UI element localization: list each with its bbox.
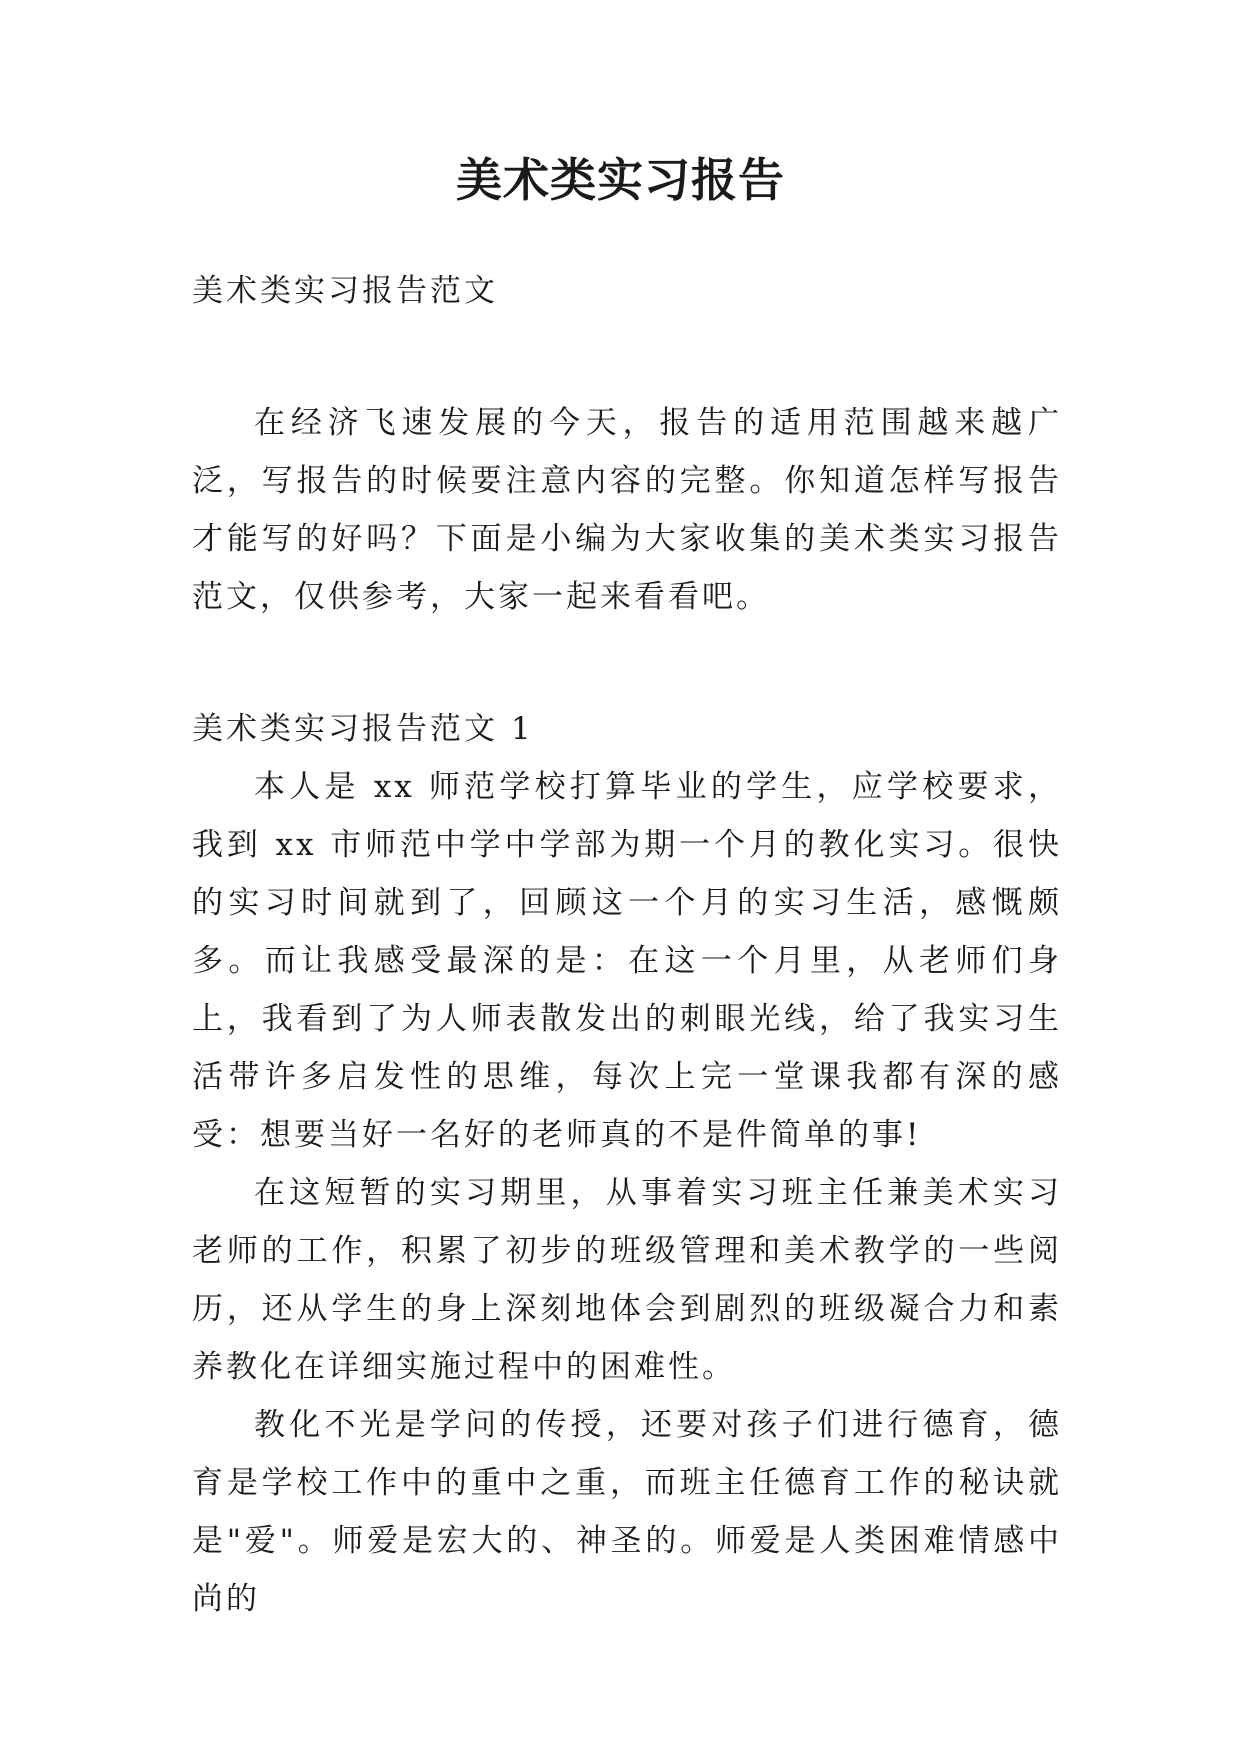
body-paragraph-2: 在这短暂的实习期里，从事着实习班主任兼美术实习老师的工作，积累了初步的班级管理和美术教学的一些阅历，还从学生的身上深刻地体会到剧烈的班级凝合力和素养教化在详细实施过程中的困难性。 <box>192 1175 1062 1385</box>
spacer <box>192 320 1062 394</box>
document-subtitle: 美术类实习报告范文 <box>192 273 498 309</box>
document-title: 美术类实习报告 <box>456 153 785 207</box>
spacer <box>192 626 1062 700</box>
intro-paragraph: 在经济飞速发展的今天，报告的适用范围越来越广泛，写报告的时候要注意内容的完整。你知道怎样写报告才能写的好吗？下面是小编为大家收集的美术类实习报告范文，仅供参考，大家一起来看看吧。 <box>192 405 1062 615</box>
section-heading: 美术类实习报告范文 1 <box>192 711 534 747</box>
document-body <box>192 262 1062 1628</box>
body-paragraph-1: 本人是 xx 师范学校打算毕业的学生，应学校要求，我到 xx 市师范中学中学部为期一个月的教化实习。很快的实习时间就到了，回顾这一个月的实习生活，感慨颇多。而让我感受最深的是：在这一个月里，从老师们身上，我看到了为人师表散发出的刺眼光线，给了我实习生活带许多启发性的思维，每次上完一堂课我都有深的感受：想要当好一名好的老师真的不是件简单的事! <box>192 769 1062 1153</box>
body-paragraph-3: 教化不光是学问的传授，还要对孩子们进行德育，德育是学校工作中的重中之重，而班主任德育工作的秘诀就是"爱"。师爱是宏大的、神圣的。师爱是人类困难情感中尚的 <box>192 1407 1062 1617</box>
